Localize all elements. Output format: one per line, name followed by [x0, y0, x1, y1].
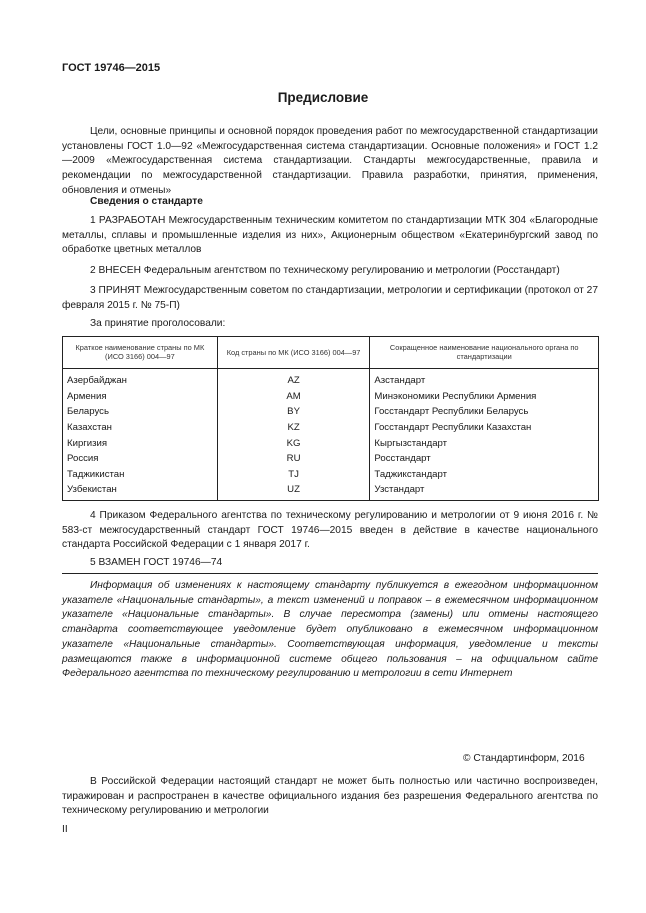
column-header-body: Сокращенное наименование национального органа по стандартизации [370, 337, 599, 369]
code-cell: TJ [217, 467, 370, 483]
column-header-country: Краткое наименование страны по МК (ИСО 3166) 004—97 [63, 337, 218, 369]
document-code-header: ГОСТ 19746—2015 [62, 62, 161, 74]
copyright-line: © Стандартинформ, 2016 [463, 753, 585, 764]
item-developed: 1 РАЗРАБОТАН Межгосударственным техническим комитетом по стандартизации МТК 304 «Благородные металлы, сплавы и промышленные изделия из них», Акционерным обществом «Екатеринбургский завод по обработке цветных металлов [62, 215, 598, 256]
code-cell: KG [217, 435, 370, 451]
table-row [63, 482, 599, 500]
code-cell: RU [217, 451, 370, 467]
legal-notice: В Российской Федерации настоящий стандарт не может быть полностью или частично воспроизведен, тиражирован и распространен в качестве официального издания без разрешения Федерального агентства по техническому регулированию и метрологии [62, 776, 598, 817]
item-adopted: 3 ПРИНЯТ Межгосударственным советом по стандартизации, метрологии и сертификации (протокол от 27 февраля 2015 г. № 75-П) [62, 285, 598, 311]
country-cell: Беларусь [63, 404, 218, 420]
country-cell: Армения [63, 389, 218, 405]
page-number: II [62, 824, 68, 835]
body-cell: Узстандарт [370, 482, 599, 500]
table-row [63, 369, 599, 389]
item-enacted: 4 Приказом Федерального агентства по техническому регулированию и метрологии от 9 июня 2016 г. № 583-ст межгосударственный стандарт ГОСТ 19746—2015 введен в действие в качестве национального стандарта Российской Федерации с 1 января 2017 г. [62, 510, 598, 551]
code-cell: AM [217, 389, 370, 405]
table-row [63, 404, 599, 420]
body-cell: Азстандарт [370, 369, 599, 389]
country-cell: Азербайджан [63, 369, 218, 389]
table-row [63, 420, 599, 436]
table-row [63, 435, 599, 451]
code-cell: UZ [217, 482, 370, 500]
body-cell: Таджикстандарт [370, 467, 599, 483]
section-divider [62, 573, 598, 574]
item-submitted: 2 ВНЕСЕН Федеральным агентством по техническому регулированию и метрологии (Росстандарт) [90, 265, 560, 276]
item-replaces: 5 ВЗАМЕН ГОСТ 19746—74 [90, 557, 223, 568]
country-cell: Россия [63, 451, 218, 467]
table-row [63, 389, 599, 405]
country-cell: Узбекистан [63, 482, 218, 500]
voted-label: За принятие проголосовали: [90, 318, 226, 329]
body-cell: Минэкономики Республики Армения [370, 389, 599, 405]
body-cell: Росстандарт [370, 451, 599, 467]
intro-paragraph: Цели, основные принципы и основной порядок проведения работ по межгосударственной стандартизации установлены ГОСТ 1.0—92 «Межгосударственная система стандартизации. Основные положения» и ГОСТ 1.2—2009 «Межгосударственная система стандартизации. Стандарты межгосударственные, правила и рекомендации по межгосударственной стандартизации. Правила разработки, принятия, применения, обновления и отмены» [62, 126, 598, 196]
page-title: Предисловие [277, 90, 369, 105]
country-cell: Таджикистан [63, 467, 218, 483]
body-cell: Госстандарт Республики Беларусь [370, 404, 599, 420]
voting-table [62, 336, 599, 501]
country-cell: Казахстан [63, 420, 218, 436]
code-cell: BY [217, 404, 370, 420]
body-cell: Кыргызстандарт [370, 435, 599, 451]
table-row [63, 451, 599, 467]
table-row [63, 467, 599, 483]
column-header-code: Код страны по МК (ИСО 3166) 004—97 [217, 337, 370, 369]
code-cell: AZ [217, 369, 370, 389]
country-cell: Киргизия [63, 435, 218, 451]
table-header-row [63, 337, 599, 369]
info-heading: Сведения о стандарте [90, 196, 203, 207]
body-cell: Госстандарт Республики Казахстан [370, 420, 599, 436]
changes-notice: Информация об изменениях к настоящему стандарту публикуется в ежегодном информационном указателе «Национальные стандарты», а текст изменений и поправок – в ежемесячном информационном указателе «Национальные стандарты». В случае пересмотра (замены) или отмены настоящего стандарта соответствующее уведомление будет опубликовано в ежемесячном информационном указателе «Национальные стандарты». Соответствующая информация, уведомление и тексты размещаются также в информационной системе общего пользования – на официальном сайте Федерального агентства по техническому регулированию и метрологии в сети Интернет [62, 580, 598, 680]
code-cell: KZ [217, 420, 370, 436]
